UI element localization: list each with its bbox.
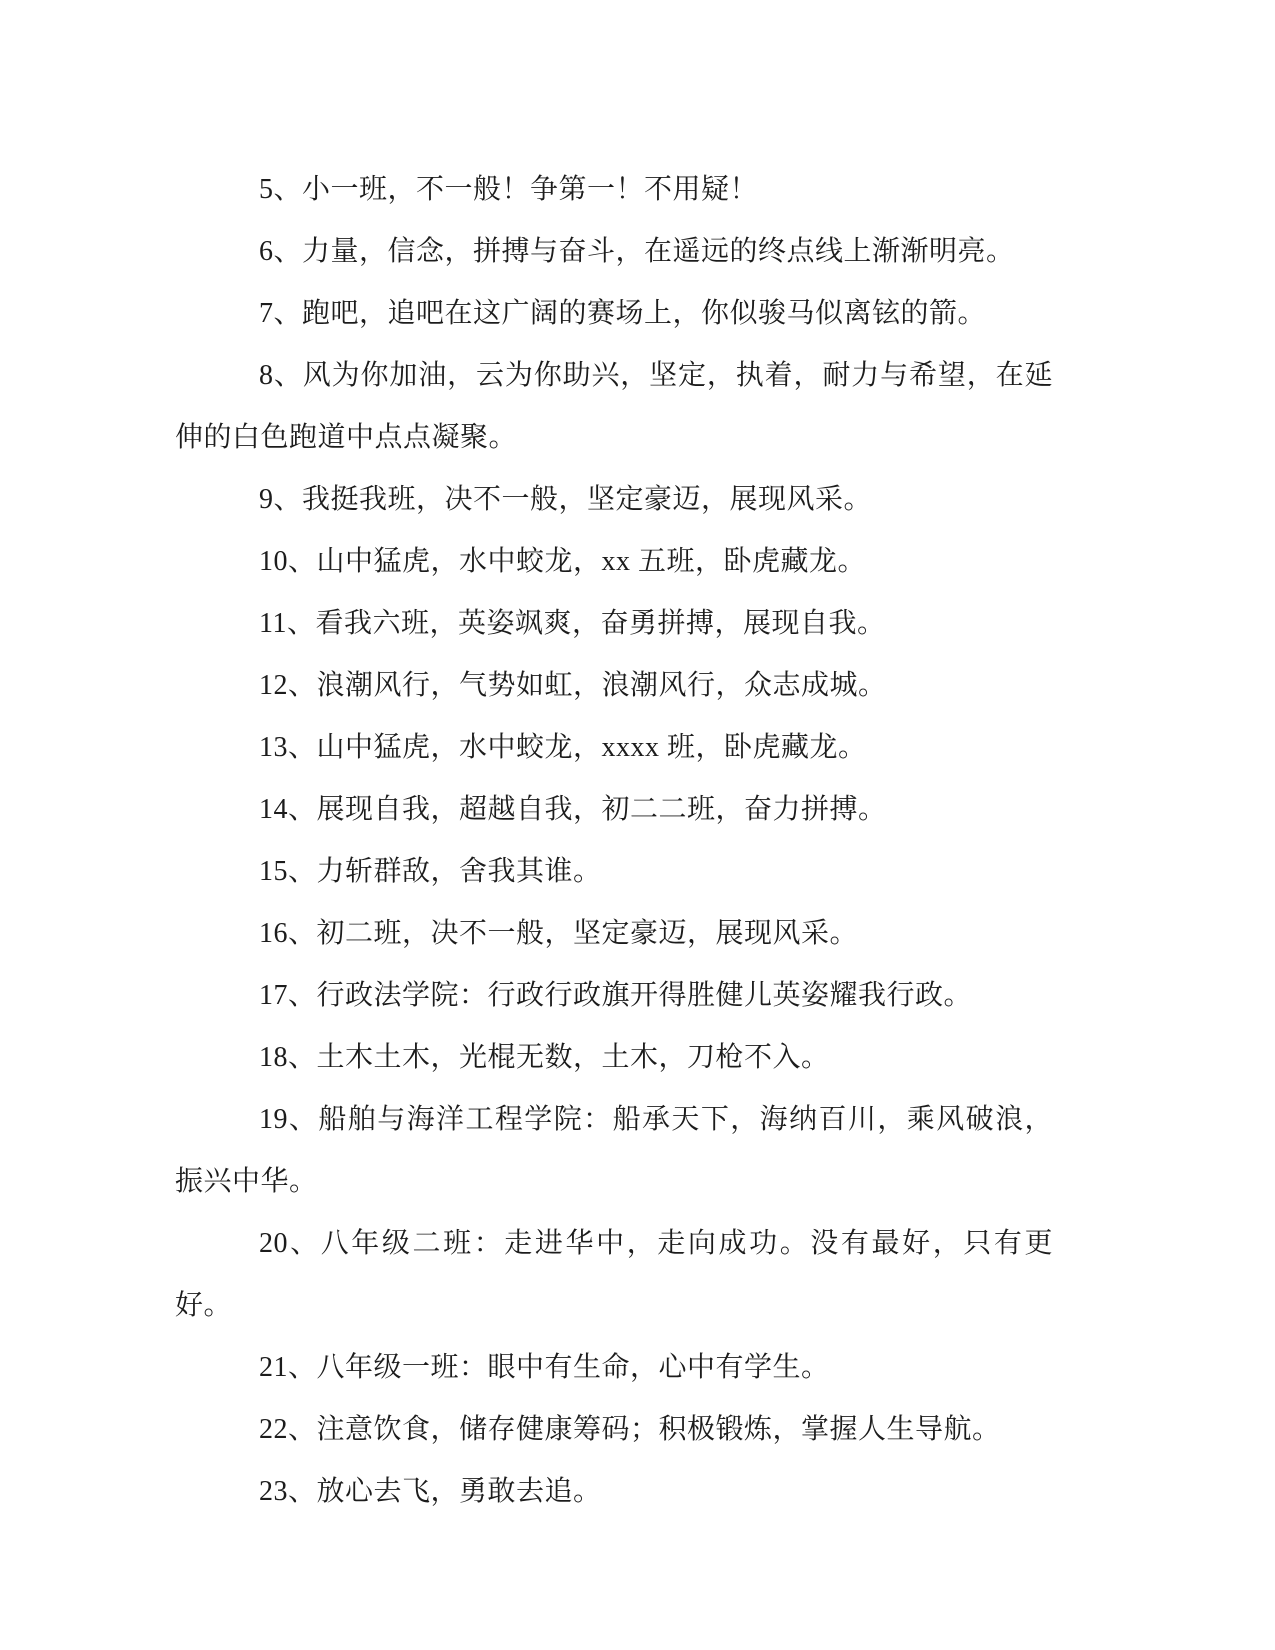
slogan-item-9: 9、我挺我班，决不一般，坚定豪迈，展现风采。 [259,484,873,515]
slogan-item-14: 14、展现自我，超越自我，初二二班，奋力拼搏。 [259,794,887,825]
slogan-item-12: 12、浪潮风行，气势如虹，浪潮风行，众志成城。 [259,670,887,701]
slogan-item-5: 5、小一班，不一般！争第一！不用疑！ [259,174,759,205]
slogan-item-23: 23、放心去飞，勇敢去追。 [259,1476,602,1507]
slogan-list [175,159,1053,1523]
slogan-item-8: 8、风为你加油，云为你助兴，坚定，执着，耐力与希望，在延伸的白色跑道中点点凝聚。 [175,360,1053,453]
slogan-item-6: 6、力量，信念，拼搏与奋斗，在遥远的终点线上渐渐明亮。 [259,236,1015,267]
slogan-item-20: 20、八年级二班：走进华中，走向成功。没有最好，只有更好。 [175,1228,1053,1321]
slogan-item-10: 10、山中猛虎，水中蛟龙，xx 五班，卧虎藏龙。 [259,546,867,577]
slogan-item-13: 13、山中猛虎，水中蛟龙，xxxx 班，卧虎藏龙。 [259,732,867,763]
slogan-item-17: 17、行政法学院：行政行政旗开得胜健儿英姿耀我行政。 [259,980,973,1011]
slogan-item-19: 19、船舶与海洋工程学院：船承天下，海纳百川，乘风破浪，振兴中华。 [175,1104,1053,1197]
slogan-item-11: 11、看我六班，英姿飒爽，奋勇拼搏，展现自我。 [259,608,886,639]
slogan-item-7: 7、跑吧，追吧在这广阔的赛场上，你似骏马似离铉的箭。 [259,298,987,329]
slogan-item-16: 16、初二班，决不一般，坚定豪迈，展现风采。 [259,918,859,949]
slogan-item-18: 18、土木土木，光棍无数，土木，刀枪不入。 [259,1042,830,1073]
slogan-item-22: 22、注意饮食，储存健康筹码；积极锻炼，掌握人生导航。 [259,1414,1001,1445]
slogan-item-21: 21、八年级一班：眼中有生命，心中有学生。 [259,1352,830,1383]
slogan-item-15: 15、力斩群敌，舍我其谁。 [259,856,602,887]
